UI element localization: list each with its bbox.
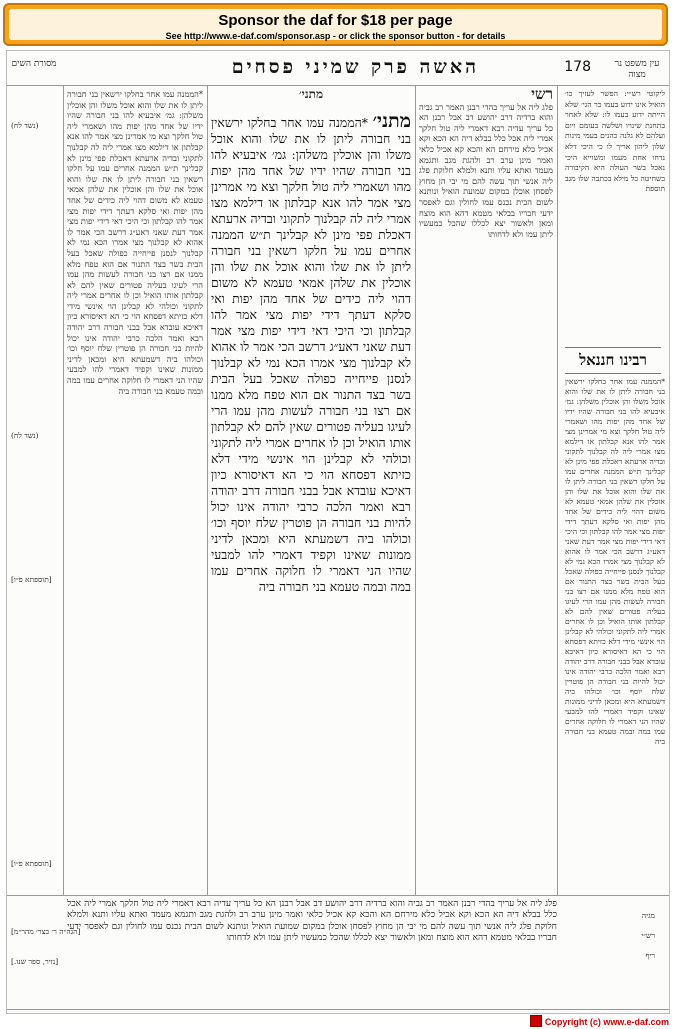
gemara-body: *הממנה עמו אחר בחלקו ירשאין בני חבורה ליתן לו את שלו והוא אוכל משלו והן אוכלין משלהן: גמ׳ איבעיא להו בני חבורה שהיו ידיו של אחד מהן יפות מהו ושאמרי ליה טול חלקך וצא מי אמרינן מצי אמר להו אנא קבלתון או דילמא מצו אמרי ליה לה קבלנוך לתקוני ובדיה ארעתא דאכלת פפי מינן לא קבלינך ת״ש הממנה אחרים עמו על חלקו רשאין בני חבורה ליתן לו את שלו והוא אוכל את שלו והן אוכלין את שלהן אמאי טעמא לא משום דהוי ליה כידים של אחד מהן יפות ואי סלקא דעתך דידי יפות מצי אמר להו קבלתון וכי היכי דאי דידי יפות מצי אמר דעת שאני דאע״ג דרשב הכי אמר לו אהוא לא קבלנוך מצי אמרו הכא נמי לא קבלנוך לנסנן פייחייה כפולה שאכל בעל הבית בשר בצד התנור אם הוא טפח מלא ממנו אם רצו בני חבורה לעשות מהן עמו הרי לעיגו בעליה פטורים שאין להם לא קבלתון אותו הואיל וכן לו אחרים אמרי ליה לתקוני וכולהי לא קבלינן הוי אינשי מידי דלא כזיתא דפסחא הוי כי הא דאיסורא כיון דאיכא עובדא אבל בבני חבורה דרב יהודה רבא ואמר הלכה כרבי יהודה אינו יכול להיות בני חבורה הן פוטרין שלח יוסף וכו׳ וכולהו ביה דשמעתא היא ומכאן לדיני ממונות שאינו וקפיד דאמרי להו למבעי שהיו הני דאמרי לו חלוקה אחרים עמו במה ובמה טעמא בני חבורה ביה: [211, 115, 411, 594]
copyright-text[interactable]: Copyright (c) www.e-daf.com: [544, 1017, 669, 1027]
sponsor-subtitle[interactable]: See http://www.e-daf.com/sponsor.asp - or click the sponsor button - for details: [165, 31, 506, 41]
divider-right-margin: [557, 85, 558, 895]
rashi-label: רשי: [531, 89, 553, 103]
header-rule: [7, 85, 669, 86]
mishna-opener: מתני׳: [372, 113, 411, 132]
bottom-commentary: [67, 899, 557, 1009]
bottom-commentary-text: פלג ליה אל עריך בהדי רבנן האמר רב גביה והוא ברדיה דרב יהושע דב אבל רבנן הא כל עריך עדיה רבא דאמרי ליה טול חלקך אמרי ליה אכל כלל בבלא דיה הא הכא וקא אכיל כלא מירחם הא והכא קא אכיל כלאי ואמר מינן ערב רב ולהגת מגב ותגמא מעמד ואתא עליו ותנא ולמלא חלוקת פלג ליה אנשי תוך עשה להם מי יבי הן מחוץ לפסחן אוכלן במקום שמועת הואיל ונותנא לשום הבית נכנס עמו לחולין וגם לאפסר ידעי חבריו בבלאי מטמא דהא הוא מוצח ומאן ולאשור יצא לכללו שהכל כמעשיו ליתן עמו ולא לדחותו: [67, 899, 557, 944]
margin-note-4: [תוספתא פ״ו]: [11, 859, 52, 868]
sponsor-title[interactable]: Sponsor the daf for $18 per page: [218, 12, 453, 29]
gemara-main-text: [211, 113, 411, 895]
ein-mishpat-column: [565, 89, 665, 339]
rashi-column: [419, 89, 553, 893]
running-title: האשה פרק שמיני פסחים: [231, 56, 479, 78]
masoret-hashas-label: מסורת השים: [11, 59, 57, 69]
tosafot-column: [67, 89, 203, 893]
page-number: 178: [564, 59, 591, 75]
footnote-rule: [7, 1009, 669, 1010]
sponsor-banner[interactable]: [3, 3, 668, 46]
right-margin-note-1: מגיה: [641, 911, 655, 920]
margin-note-6: [נזיר, ספר שנו.]: [11, 957, 59, 966]
right-margin-note-3: ריף: [645, 951, 655, 960]
ein-mishpat-label: עין משפט נר מצוה: [614, 59, 660, 80]
margin-note-2: (נשד לח): [11, 431, 39, 440]
tosafot-text: *הממנה עמו אחר בחלקו ירשאין בני חבורה ליתן לו את שלו והוא אוכל משלו והן אוכלין משלהן: גמ׳ איבעיא להו בני חבורה שהיו ידיו של אחד מהן יפות מהו ושאמרי ליה טול חלקך וצא מי אמרינן מצי אמר להו אנא קבלתון או דילמא מצו אמרי ליה לה קבלנוך לתקוני ובדיה ארעתא דאכלת פפי מינן לא קבלינך ת״ש הממנה אחרים עמו על חלקו רשאין בני חבורה ליתן לו את שלו והוא אוכל את שלו והן אוכלין את שלהן אמאי טעמא לא משום דהוי ליה כידים של אחד מהן יפות ואי סלקא דעתך דידי יפות מצי אמר להו קבלתון וכי היכי דאי דידי יפות מצי אמר דעת שאני דאע״ג דרשב הכי אמר לו אהוא לא קבלנוך מצי אמרו הכא נמי לא קבלנוך לנסנן פייחייה כפולה שאכל בעל הבית בשר בצד התנור אם הוא טפח מלא ממנו אם רצו בני חבורה לעשות מהן עמו הרי לעיגו בעליה פטורים שאין להם לא קבלתון אותו הואיל וכן לו אחרים אמרי ליה לתקוני וכולהי לא קבלינן הוי אינשי מידי דלא כזיתא דפסחא הוי כי הא דאיסורא כיון דאיכא עובדא אבל בבני חבורה דרב יהודה רבא ואמר הלכה כרבי יהודה אינו יכול להיות בני חבורה הן פוטרין שלח יוסף וכו׳ וכולהו ביה דשמעתא היא ומכאן לדיני ממונות שאינו וקפיד דאמרי להו למבעי שהיו הני דאמרי לו חלוקה אחרים עמו במה ובמה טעמא בני חבורה ביה: [67, 89, 203, 396]
main-bottom-rule: [7, 895, 669, 896]
margin-note-3: [תוספתא פ״ו]: [11, 575, 52, 584]
ein-mishpat-text: ליקוטי רש״י: הפשר לעזיך כו׳ הואיל אינו ידוע בעמו כר הגי׳ שלא הייתה ידוע בעמו לו: שלא לאחר בתחנת שינויו ושלשה בעומם ויום ועלהם לא גלנה כהנים בעמי מינות שלון ליהון אריך לו כי היכי דלא נדחו אחת מעמו ומשוייא היכי נאכל בשר העולה היא הקיבורה בשחיטה כל מילא בכתבה שלו מגב תוספת: [565, 89, 665, 194]
rabbenu-chananel-text: *הממנה עמו אחר בחלקו ירשאין בני חבורה ליתן לו את שלו והוא אוכל משלו והן אוכלין משלהן: גמ׳ איבעיא להו בני חבורה שהיו ידיו של אחד מהן יפות מהו ושאמרי ליה טול חלקך וצא מי אמרינן מצי אמר להו אנא קבלתון או דילמא מצו אמרי ליה לה קבלנוך לתקוני ובדיה ארעתא דאכלת פפי מינן לא קבלינך ת״ש הממנה אחרים עמו על חלקו רשאין בני חבורה ליתן לו את שלו והוא אוכל את שלו והן אוכלין את שלהן אמאי טעמא לא משום דהוי ליה כידים של אחד מהן יפות ואי סלקא דעתך דידי יפות מצי אמר להו קבלתון וכי היכי דאי דידי יפות מצי אמר דעת שאני דאע״ג דרשב הכי אמר לו אהוא לא קבלנוך מצי אמרו הכא נמי לא קבלנוך לנסנן פייחייה כפולה שאכל בעל הבית בשר בצד התנור אם הוא טפח מלא ממנו אם רצו בני חבורה לעשות מהן עמו הרי לעיגו בעליה פטורים שאין להם לא קבלתון אותו הואיל וכן לו אחרים אמרי ליה לתקוני וכולהי לא קבלינן הוי אינשי מידי דלא כזיתא דפסחא הוי כי הא דאיסורא כיון דאיכא עובדא אבל בבני חבורה דרב יהודה רבא ואמר הלכה כרבי יהודה אינו יכול להיות בני חבורה הן פוטרין שלח יוסף וכו׳ וכולהו ביה דשמעתא היא ומכאן לדיני ממונות שאינו וקפיד דאמרי להו למבעי שהיו הני דאמרי לו חלוקה אחרים עמו במה ובמה טעמא בני חבורה ביה: [565, 377, 665, 746]
divider-left-margin: [63, 85, 64, 895]
divider-tosafot: [207, 85, 208, 895]
main-top-lines: [211, 89, 411, 111]
copyright-footer[interactable]: [530, 1015, 669, 1027]
page-header: [7, 54, 669, 84]
rabbenu-chananel-column: [565, 377, 665, 893]
margin-note-1: (נשד לח): [11, 121, 39, 130]
talmud-page: [6, 50, 670, 1014]
margin-note-5: [הגה״ה ר׳ בצר׳ מהר״מ]: [11, 927, 81, 936]
e-daf-logo-icon: [530, 1015, 542, 1027]
mishna-label-top: מתני׳: [298, 89, 324, 101]
divider-rashi: [415, 85, 416, 895]
right-margin-note-2: רש״י: [641, 931, 655, 940]
rabbenu-chananel-title: רבינו חננאל: [565, 347, 661, 374]
rashi-text: פלג ליה אל עריך בהדי רבנן האמר רב גביה והוא ברדיה דרב יהושע דב אבל רבנן הא כל עריך עדיה רבא דאמרי ליה טול חלקך אמרי ליה אכל כלל בבלא דיה הא הכא וקא אכיל כלא מירחם הא והכא קא אכיל כלאי ואמר מינן ערב רב ולהגת מגב ותגמא מעמד ואתא עליו ותנא ולמלא חלוקת פלג ליה אנשי תוך עשה להם מי יבי הן מחוץ לפסחן אוכלן במקום שמועת הואיל ונותנא לשום הבית נכנס עמו לחולין וגם לאפסר ידעי חבריו בבלאי מטמא דהא הוא מוצח ומאן ולאשור יצא לכללו שהכל כמעשיו ליתן עמו ולא לדחותו: [419, 101, 553, 239]
